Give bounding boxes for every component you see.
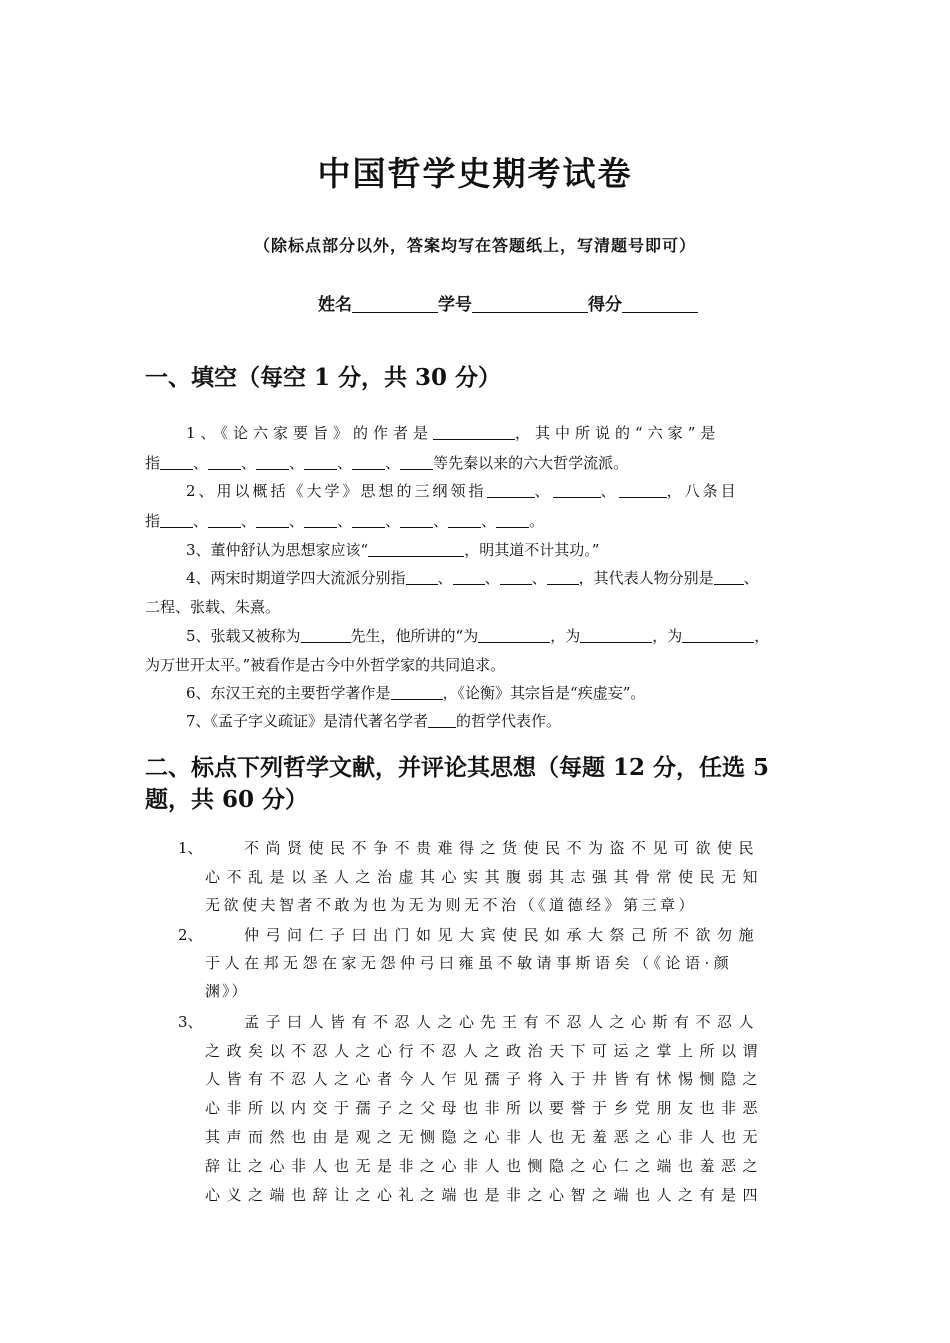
id-blank[interactable]	[472, 295, 588, 313]
fill-blank[interactable]	[160, 455, 193, 470]
fill-blank[interactable]	[400, 455, 433, 470]
fill-blank[interactable]	[301, 628, 351, 643]
q4-line2: 二程、张载、朱熹。	[145, 598, 281, 616]
section1-heading: 一、填空（每空 1 分，共 30 分）	[145, 364, 502, 391]
fill-blank[interactable]	[400, 513, 433, 528]
item3-line5: 其声而然也由是观之无恻隐之心非人也无羞恶之心非人也无	[205, 1128, 765, 1146]
item2-line2: 于人在邦无怨在家无怨仲弓曰雍虽不敏请事斯语矣（《论语·颜	[205, 954, 734, 972]
fill-blank[interactable]	[453, 570, 485, 585]
fill-blank[interactable]	[304, 455, 337, 470]
fill-blank[interactable]	[208, 513, 241, 528]
q2-line1: 2、用以概括《大学》思想的三纲领指 、 、 ，八条目	[186, 482, 739, 500]
fill-blank[interactable]	[304, 513, 337, 528]
name-label: 姓名	[318, 295, 352, 315]
item3-line6: 辞让之心非人也无是非之心非人也恻隐之心仁之端也羞恶之	[205, 1157, 765, 1175]
item3-number: 3、	[178, 1013, 203, 1031]
q1-line2: 指 、 、 、 、 、 等先秦以来的六大哲学流派。	[145, 454, 629, 472]
q4-line1: 4、两宋时期道学四大流派分别指 、 、 、 ，其代表人物分别是 、	[186, 569, 759, 587]
section2-heading: 二、标点下列哲学文献，并评论其思想（每题 12 分，任选 5 题，共 60 分）	[145, 754, 770, 813]
fill-blank[interactable]	[352, 455, 385, 470]
fill-blank[interactable]	[487, 483, 535, 498]
q1-line1: 1、《论六家要旨》的作者是 ，其中所说的“六家”是	[186, 424, 721, 442]
item1-line1: 不尚贤使民不争不贵难得之货使民不为盗不见可欲使民	[244, 839, 761, 857]
item1-line2: 心不乱是以圣人之治虚其心实其腹弱其志强其骨常使民无知	[205, 868, 765, 886]
q3-line: 3、董仲舒认为思想家应该“ ，明其道不计其功。”	[186, 541, 600, 559]
fill-blank[interactable]	[256, 513, 289, 528]
item3-line7: 心义之端也辞让之心礼之端也是非之心智之端也人之有是四	[205, 1186, 765, 1204]
q5-line2: 为万世开太平。”被看作是古今中外哲学家的共同追求。	[145, 656, 506, 674]
fill-blank[interactable]	[428, 713, 456, 728]
student-info-row	[318, 290, 698, 315]
item3-line3: 人皆有不忍人之心者今人乍见孺子将入于井皆有怵惕恻隐之	[205, 1070, 765, 1088]
item3-line1: 孟子曰人皆有不忍人之心先王有不忍人之心斯有不忍人	[244, 1013, 761, 1031]
exam-instructions: （除标点部分以外，答案均写在答题纸上，写清题号即可）	[253, 236, 696, 255]
fill-blank[interactable]	[500, 570, 532, 585]
item1-line3: 无欲使夫智者不敢为也为无为则无不治（《道德经》第三章）	[205, 896, 698, 914]
fill-blank[interactable]	[619, 483, 667, 498]
name-blank[interactable]	[352, 295, 438, 313]
fill-blank[interactable]	[256, 455, 289, 470]
exam-title: 中国哲学史期考试卷	[317, 154, 633, 193]
fill-blank[interactable]	[160, 513, 193, 528]
fill-blank[interactable]	[553, 483, 601, 498]
item1-number: 1、	[178, 839, 203, 857]
fill-blank[interactable]	[433, 425, 515, 440]
fill-blank[interactable]	[682, 628, 754, 643]
item3-line2: 之政矣以不忍人之心行不忍人之政治天下可运之掌上所以谓	[205, 1042, 765, 1060]
score-blank[interactable]	[622, 295, 698, 313]
item2-line3: 渊》）	[205, 982, 249, 1000]
item2-number: 2、	[178, 926, 203, 944]
fill-blank[interactable]	[368, 542, 464, 557]
fill-blank[interactable]	[448, 513, 481, 528]
q5-line1: 5、张载又被称为 先生，他所讲的“为 ，为 ，为 ，	[186, 627, 770, 645]
fill-blank[interactable]	[208, 455, 241, 470]
fill-blank[interactable]	[714, 570, 744, 585]
fill-blank[interactable]	[406, 570, 438, 585]
score-label: 得分	[588, 295, 622, 315]
id-label: 学号	[438, 295, 472, 315]
item3-line4: 心非所以内交于孺子之父母也非所以要誉于乡党朋友也非恶	[205, 1099, 765, 1117]
fill-blank[interactable]	[352, 513, 385, 528]
q6-line: 6、东汉王充的主要哲学著作是 ，《论衡》其宗旨是“疾虚妄”。	[186, 684, 646, 702]
fill-blank[interactable]	[496, 513, 529, 528]
q7-line: 7、《孟子字义疏证》是清代著名学者 的哲学代表作。	[186, 712, 562, 730]
fill-blank[interactable]	[478, 628, 550, 643]
fill-blank[interactable]	[547, 570, 579, 585]
fill-blank[interactable]	[580, 628, 652, 643]
fill-blank[interactable]	[391, 685, 443, 700]
q2-line2: 指 、 、 、 、 、 、 、 。	[145, 512, 545, 530]
item2-line1: 仲弓问仁子曰出门如见大宾使民如承大祭己所不欲勿施	[244, 926, 761, 944]
